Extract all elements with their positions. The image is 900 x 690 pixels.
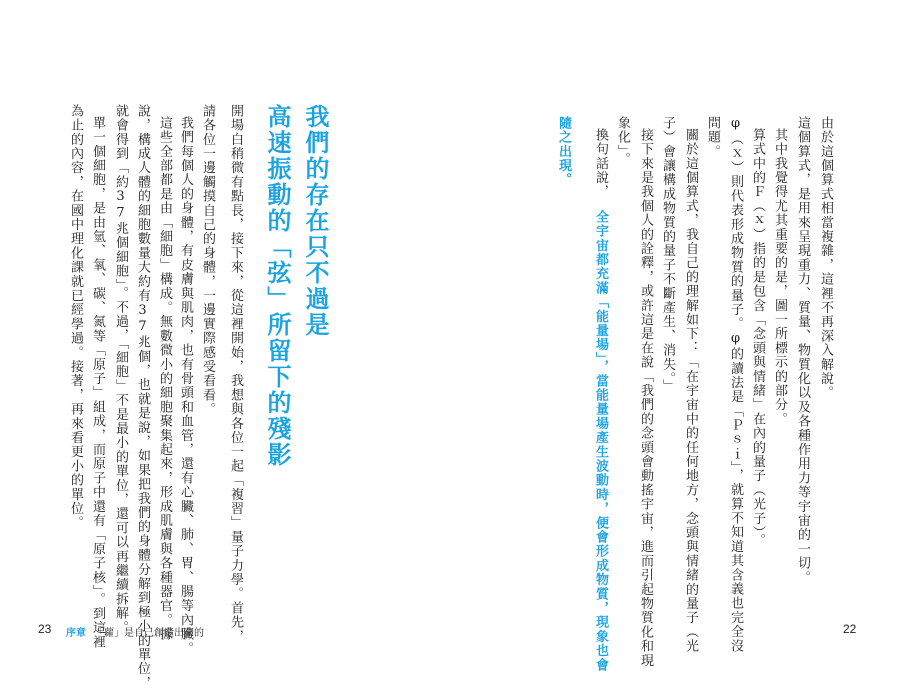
highlight-text: 全宇宙都充滿「能量場」，當能量場產生波動時，便會形成物質，現象也會 [593, 210, 608, 673]
running-footer [66, 624, 204, 639]
body-column: 這些全部都是由「細胞」構成。無數微小的細胞聚集起來，形成肌膚與各種器官。據 [157, 116, 172, 642]
page-number-left: 23 [38, 622, 52, 636]
chapter-title: 「蘿」是自己創造出來的 [94, 628, 204, 639]
body-column: 就會得到「約37兆個細胞」。不過，「細胞」不是最小的單位，還可以再繼續拆解。 [113, 104, 128, 635]
body-column: 開場白稍微有點長，接下來，從這裡開始，我想與各位一起「複習」量子力學。首先， [228, 104, 243, 644]
chapter-tag: 序章 [66, 628, 86, 639]
body-column: 接下來是我個人的詮釋，或許這是在說「我們的念頭會動搖宇宙，進而引起物質化和現 [638, 128, 653, 668]
body-column: 說，構成人體的細胞數量大約有37兆個，也就是說，如果把我們的身體分解到極小的單位， [135, 104, 150, 690]
page-number-right: 22 [843, 622, 857, 636]
body-column: 關於這個算式，我自己的理解如下：「在宇宙中的任何地方，念頭與情緒的量子（光 [683, 128, 698, 654]
body-column: 象化」。 [615, 116, 630, 167]
body-column: 我們每個人的身體，有皮膚與肌肉，也有骨頭和血管，還有心臟、肺、胃、腸等內臟。 [178, 116, 193, 656]
body-column: 為止的內容，在國中理化課就已經學過。接著，再來看更小的單位。 [68, 104, 83, 530]
body-column: 單一個細胞，是由氫、氧、碳、氮等「原子」組成，而原子中還有「原子核」。到這裡 [90, 116, 105, 650]
body-column: 其中我覺得尤其重要的是，圖一所標示的部分。 [772, 128, 787, 427]
body-column: 子）會讓構成物質的量子不斷產生、消失。」 [660, 116, 675, 394]
body-column: 換句話說， [593, 128, 608, 199]
section-heading-line-1: 我們的存在只不過是 [301, 104, 329, 338]
body-column: 請各位一邊觸摸自己的身體，一邊實際感受看看。 [200, 104, 215, 417]
body-column: φ（ｘ）則代表形成物質的量子。φ的讀法是「Ｐｓｉ」，就算不知道其含義也完全沒 [728, 116, 743, 654]
body-column: 由於這個算式相當複雜，這裡不再深入解說。 [818, 116, 833, 400]
body-column: 這個算式，是用來呈現重力、質量、物質化以及各種作用力等宇宙的一切。 [795, 116, 810, 585]
body-column: 算式中的Ｆ（ｘ）指的是包含「念頭與情緒」在內的量子（光子）。 [750, 128, 765, 548]
section-heading-line-2: 高速振動的「弦」所留下的殘影 [263, 104, 291, 468]
right-page [450, 0, 900, 673]
highlight-text: 隨之出現。 [556, 116, 571, 187]
body-column: 問題。 [705, 116, 720, 159]
